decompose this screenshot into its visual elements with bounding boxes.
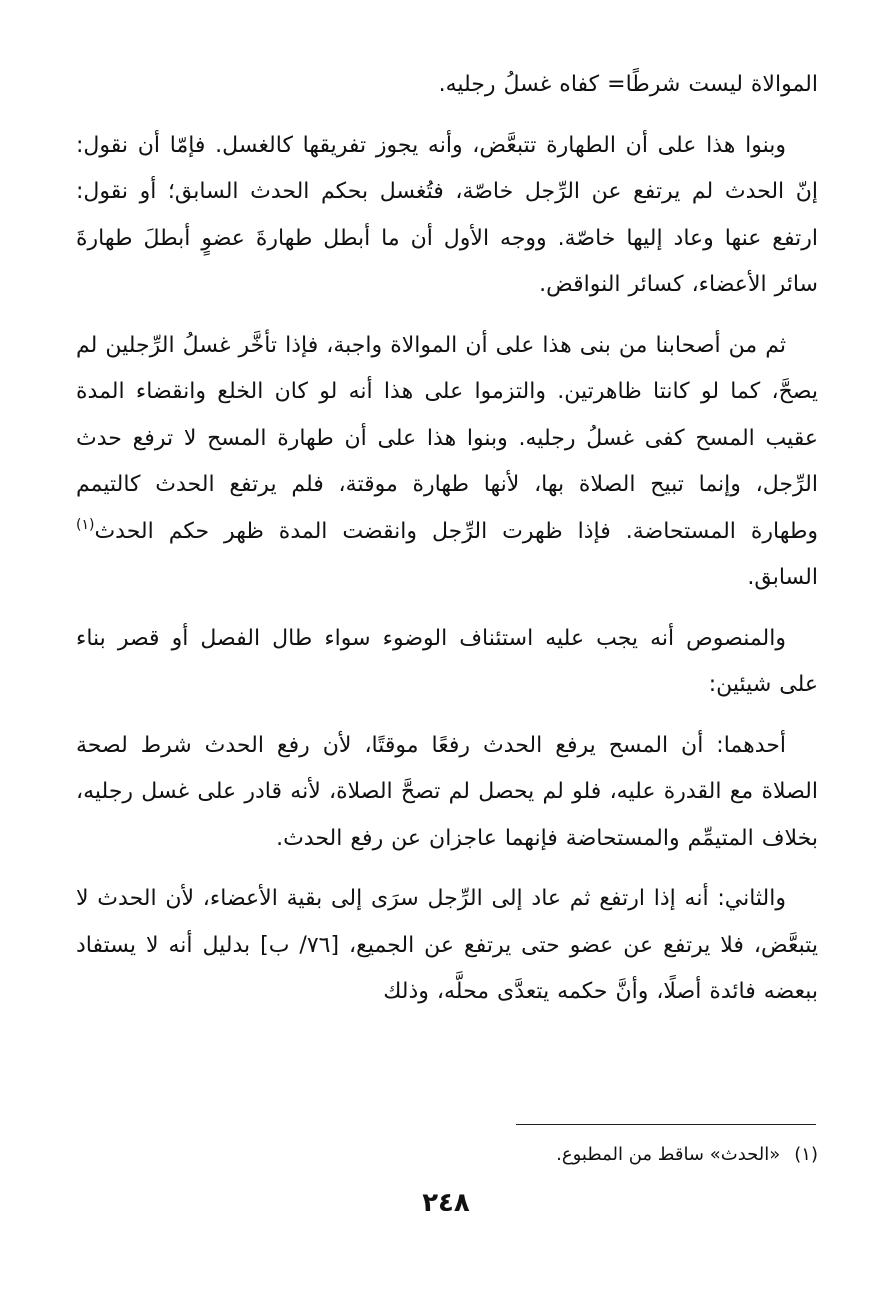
- paragraph-3-tail: السابق.: [747, 565, 818, 590]
- footnote-text: «الحدث» ساقط من المطبوع.: [556, 1144, 781, 1165]
- footnote-divider: [516, 1124, 816, 1125]
- footnote-number: (١): [794, 1144, 818, 1165]
- footnote-reference[interactable]: (١): [76, 516, 95, 533]
- paragraph-1: الموالاة ليست شرطًا= كفاه غسلُ رجليه.: [438, 72, 818, 97]
- paragraph-3-text: ثم من أصحابنا من بنى هذا على أن الموالاة واجبة، فإذا تأخَّر غسلُ الرِّجلين لم يصحَّ، كما لو كانتا ظاهرتين. والتزموا على هذا أنه لو كان الخلع وانقضاء المدة عقيب المسح كفى غسلُ رجليه. وبنوا هذا على أن طهارة المسح لا ترفع حدث الرِّجل، وإنما تبيح الصلاة بها، لأنها طهارة موقتة، فلم يرتفع الحدث كالتيمم وطهارة المستحاضة. فإذا ظهرت الرِّجل وانقضت المدة ظهر حكم الحدث: [76, 332, 818, 544]
- page-number: ٢٤٨: [422, 1188, 470, 1218]
- paragraph-2: وبنوا هذا على أن الطهارة تتبعَّض، وأنه يجوز تفريقها كالغسل. فإمّا أن نقول: إنّ الحدث لم يرتفع عن الرِّجل خاصّة، فتُغسل بحكم الحدث السابق؛ أو نقول: ارتفع عنها وعاد إليها خاصّة. ووجه الأول أن ما أبطل طهارةَ عضوٍ أبطلَ طهارةَ سائر الأعضاء، كسائر النواقض.: [76, 132, 818, 297]
- paragraph-4: والمنصوص أنه يجب عليه استئناف الوضوء سواء طال الفصل أو قصر بناء على شيئين:: [76, 625, 818, 697]
- main-text: [76, 62, 818, 1030]
- footnote: [76, 1140, 818, 1170]
- paragraph-3: [76, 323, 818, 602]
- paragraph-5: أحدهما: أن المسح يرفع الحدث رفعًا موقتًا، لأن رفع الحدث شرط لصحة الصلاة مع القدرة عليه، فلو لم يحصل لم تصحَّ الصلاة، لأنه قادر على غسل رجليه، بخلاف المتيمِّم والمستحاضة فإنهما عاجزان عن رفع الحدث.: [76, 732, 818, 851]
- paragraph-6: والثاني: أنه إذا ارتفع ثم عاد إلى الرِّجل سرَى إلى بقية الأعضاء، لأن الحدث لا يتبعَّض، فلا يرتفع عن عضو حتى يرتفع عن الجميع، [٧٦/ ب] بدليل أنه لا يستفاد ببعضه فائدة أصلًا، وأنَّ حكمه يتعدَّى محلَّه، وذلك: [76, 886, 818, 1004]
